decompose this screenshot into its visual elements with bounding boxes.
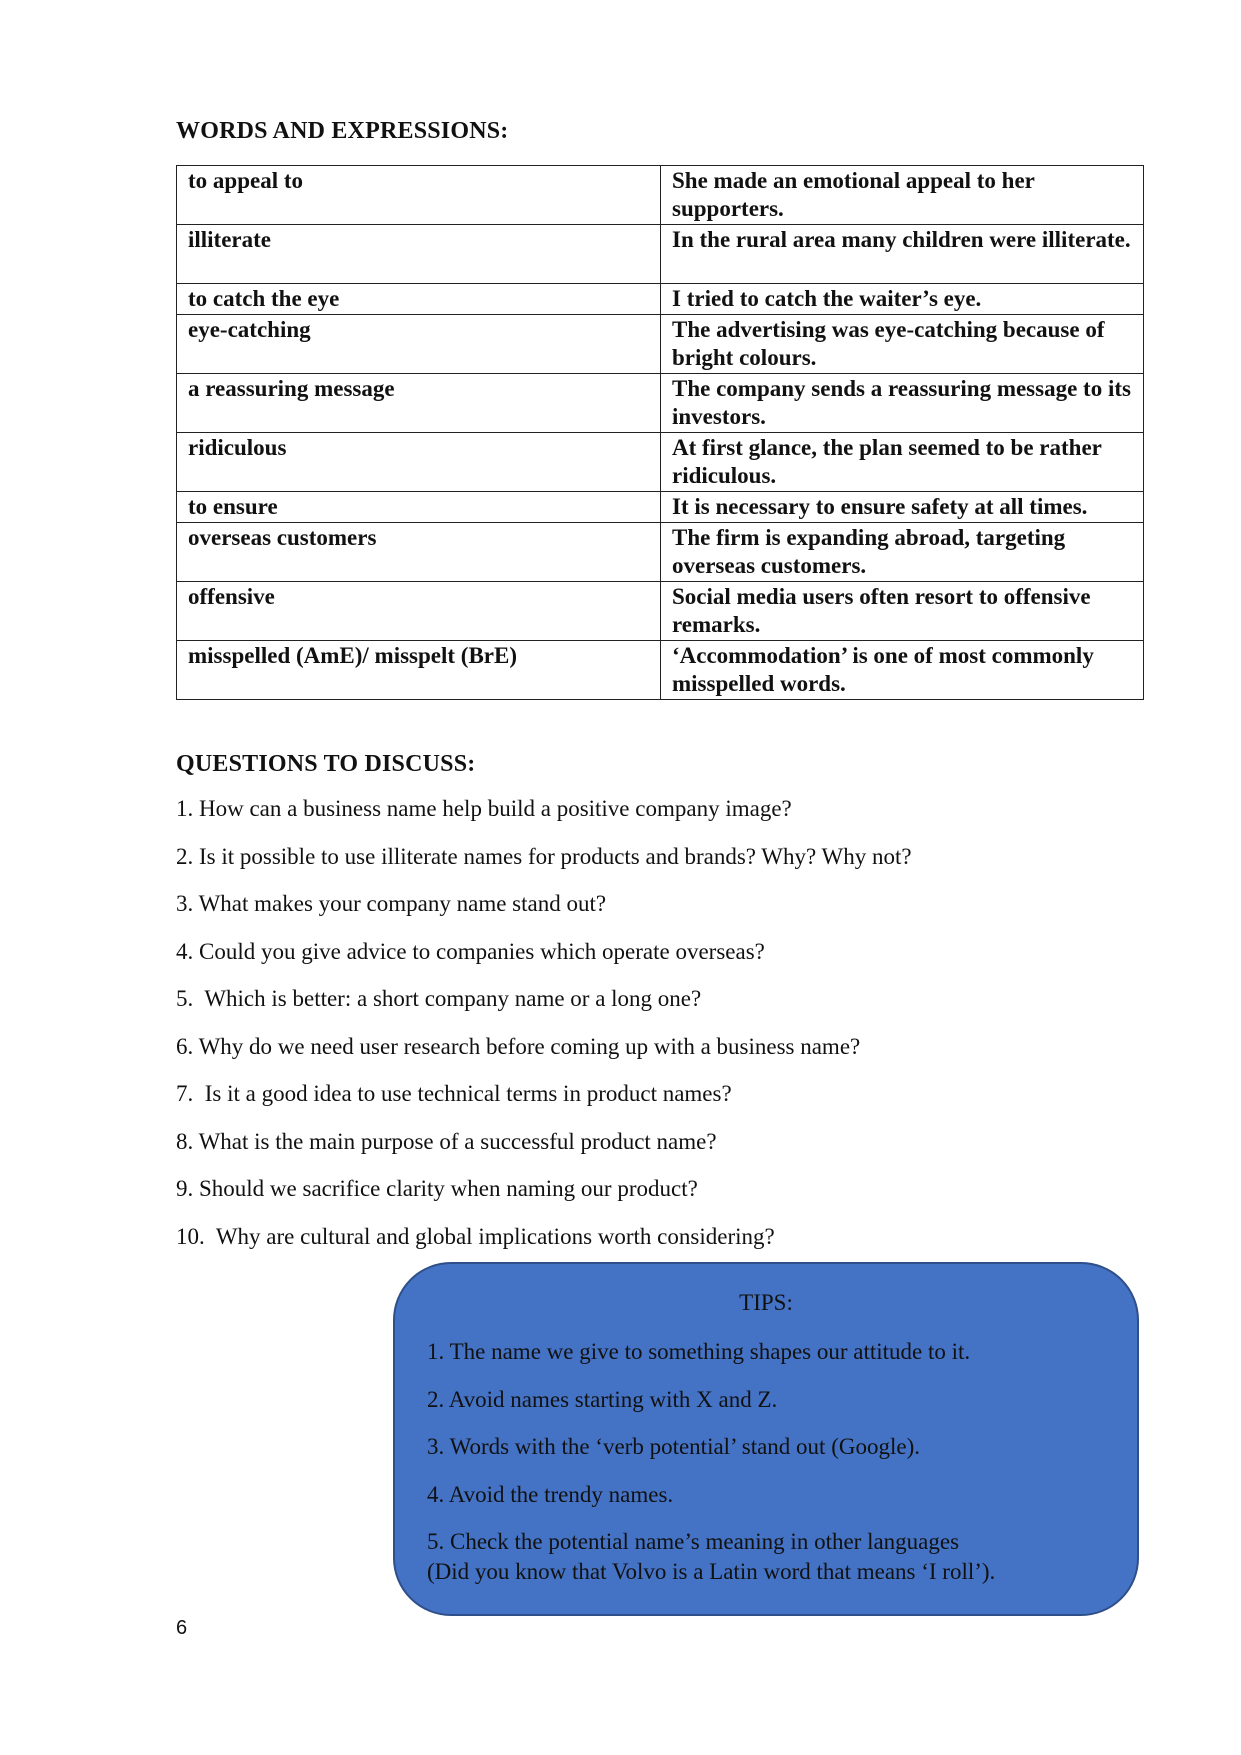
question-item: 7. Is it a good idea to use technical terms in product names?: [176, 1081, 732, 1106]
tip-item: 3. Words with the ‘verb potential’ stand out (Google).: [427, 1434, 920, 1459]
page-number: 6: [176, 1617, 188, 1639]
tip-item: 1. The name we give to something shapes our attitude to it.: [427, 1339, 971, 1364]
question-item: 9. Should we sacrifice clarity when naming our product?: [176, 1176, 698, 1201]
words-heading: WORDS AND EXPRESSIONS:: [176, 118, 509, 144]
question-item: 4. Could you give advice to companies which operate overseas?: [176, 938, 765, 964]
example-cell: I tried to catch the waiter’s eye.: [661, 284, 1144, 315]
table-row: [177, 523, 1144, 582]
example-cell: ‘Accommodation’ is one of most commonly misspelled words.: [661, 641, 1144, 700]
table-row: [177, 582, 1144, 641]
table-row: [177, 225, 1144, 284]
tip-item: 2. Avoid names starting with X and Z.: [427, 1386, 778, 1412]
example-cell: At first glance, the plan seemed to be rather ridiculous.: [661, 433, 1144, 492]
question-item: 1. How can a business name help build a positive company image?: [176, 796, 792, 821]
tip-item: 5. Check the potential name’s meaning in other languages (Did you know that Volvo is a Latin word that means ‘I roll’).: [427, 1529, 996, 1584]
tips-title: TIPS:: [739, 1290, 793, 1315]
question-item: 2. Is it possible to use illiterate names for products and brands? Why? Why not?: [176, 843, 912, 869]
questions-heading: QUESTIONS TO DISCUSS:: [176, 751, 476, 777]
question-item: 5. Which is better: a short company name or a long one?: [176, 986, 702, 1011]
table-row: [177, 374, 1144, 433]
table-row: [177, 315, 1144, 374]
questions-list: [176, 795, 1136, 1270]
term-cell: a reassuring message: [177, 374, 661, 433]
term-cell: misspelled (AmE)/ misspelt (BrE): [177, 641, 661, 700]
term-cell: overseas customers: [177, 523, 661, 582]
table-row: [177, 641, 1144, 700]
question-item: 3. What makes your company name stand out?: [176, 891, 607, 916]
question-item: 10. Why are cultural and global implications worth considering?: [176, 1223, 775, 1249]
example-cell: Social media users often resort to offensive remarks.: [661, 582, 1144, 641]
table-row: [177, 433, 1144, 492]
question-item: 6. Why do we need user research before coming up with a business name?: [176, 1033, 861, 1059]
term-cell: to ensure: [177, 492, 661, 523]
term-cell: illiterate: [177, 225, 661, 284]
question-item: 8. What is the main purpose of a successful product name?: [176, 1128, 717, 1154]
table-row: [177, 492, 1144, 523]
vocabulary-table: [176, 165, 1144, 700]
example-cell: The advertising was eye-catching because of bright colours.: [661, 315, 1144, 374]
example-cell: The company sends a reassuring message to its investors.: [661, 374, 1144, 433]
tips-list: [427, 1337, 1117, 1605]
tips-box: [393, 1262, 1139, 1616]
example-cell: In the rural area many children were illiterate.: [661, 225, 1144, 284]
table-row: [177, 284, 1144, 315]
term-cell: ridiculous: [177, 433, 661, 492]
term-cell: offensive: [177, 582, 661, 641]
table-row: [177, 166, 1144, 225]
example-cell: It is necessary to ensure safety at all times.: [661, 492, 1144, 523]
term-cell: eye-catching: [177, 315, 661, 374]
example-cell: The firm is expanding abroad, targeting overseas customers.: [661, 523, 1144, 582]
tip-item: 4. Avoid the trendy names.: [427, 1481, 674, 1507]
term-cell: to appeal to: [177, 166, 661, 225]
example-cell: She made an emotional appeal to her supporters.: [661, 166, 1144, 225]
term-cell: to catch the eye: [177, 284, 661, 315]
